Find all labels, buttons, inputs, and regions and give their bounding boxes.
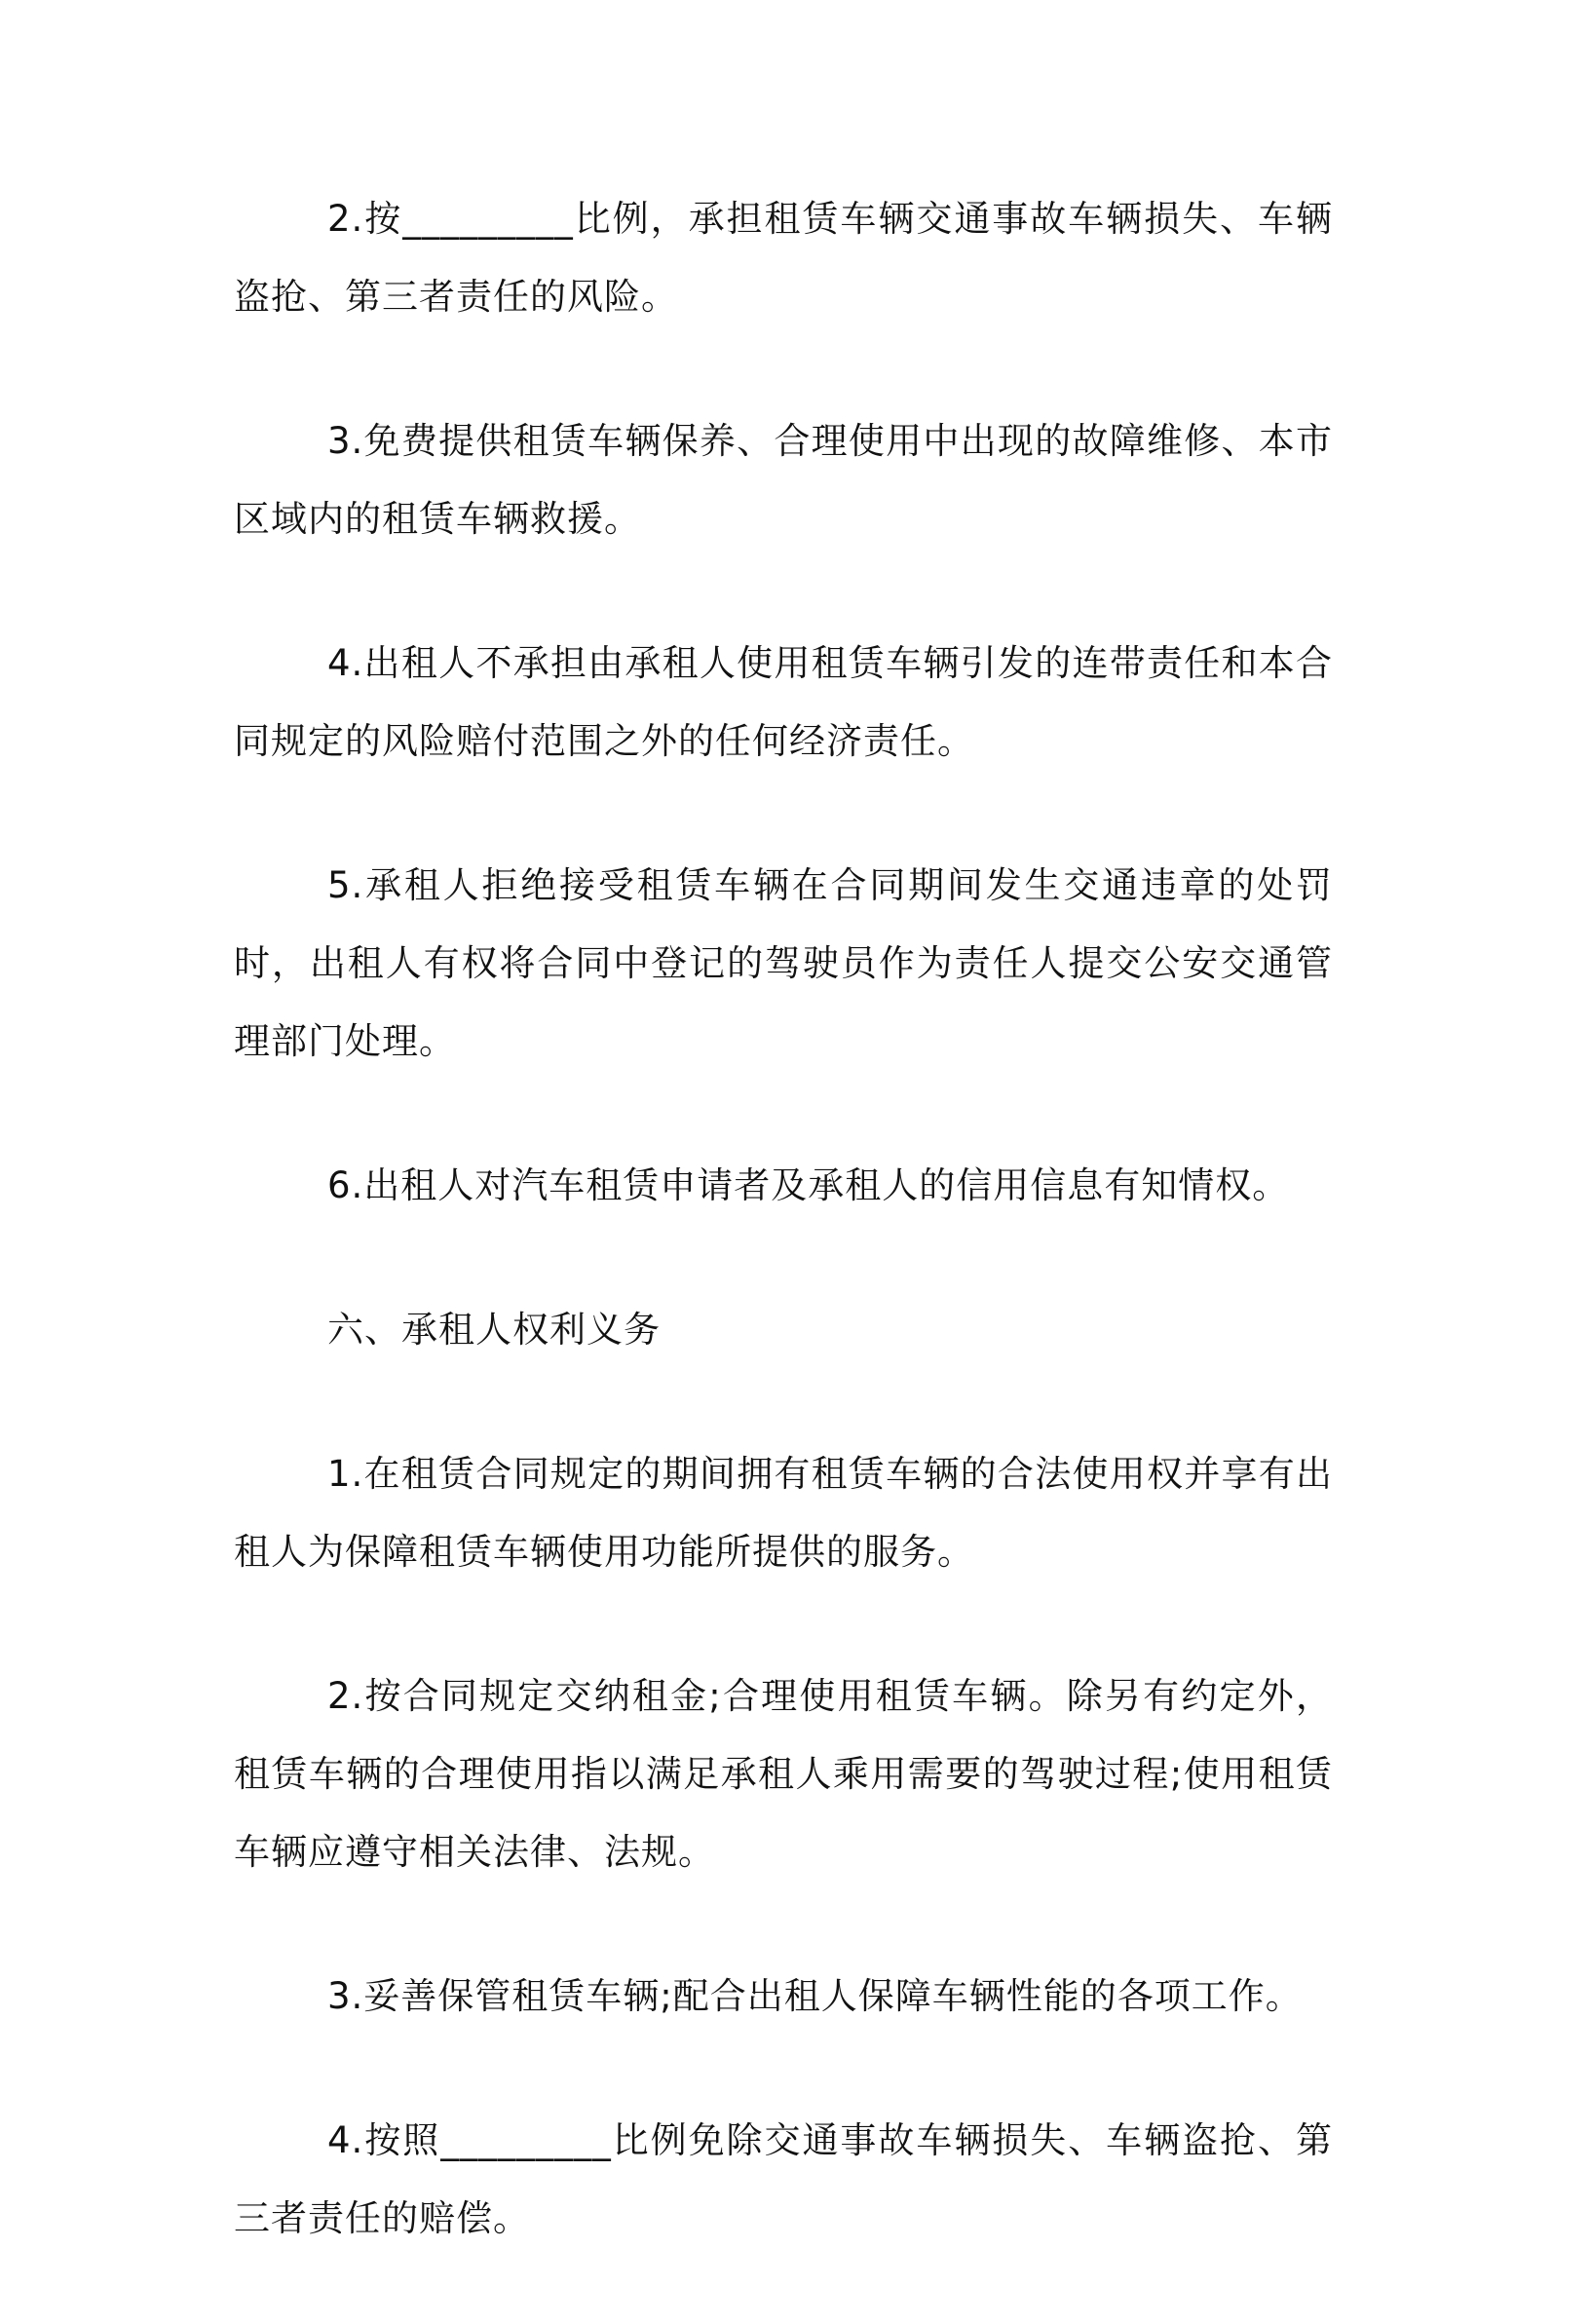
lessor-clause-6: 6.出租人对汽车租赁申请者及承租人的信用信息有知情权。 bbox=[327, 1164, 1290, 1206]
lessor-clause-4: 4.出租人不承担由承租人使用租赁车辆引发的连带责任和本合同规定的风险赔付范围之外的任何经济责任。 bbox=[234, 642, 1333, 762]
lessor-clause-3: 3.免费提供租赁车辆保养、合理使用中出现的故障维修、本市区域内的租赁车辆救援。 bbox=[234, 420, 1333, 540]
lessor-clause-2: 2.按_________比例，承担租赁车辆交通事故车辆损失、车辆盗抢、第三者责任的风险。 bbox=[234, 198, 1333, 318]
lessee-clause-2: 2.按合同规定交纳租金;合理使用租赁车辆。除另有约定外，租赁车辆的合理使用指以满足承租人乘用需要的驾驶过程;使用租赁车辆应遵守相关法律、法规。 bbox=[234, 1675, 1333, 1873]
lessor-clause-5: 5.承租人拒绝接受租赁车辆在合同期间发生交通违章的处罚时，出租人有权将合同中登记的驾驶员作为责任人提交公安交通管理部门处理。 bbox=[234, 864, 1333, 1062]
document-page bbox=[234, 180, 1333, 2324]
lessee-clause-1: 1.在租赁合同规定的期间拥有租赁车辆的合法使用权并享有出租人为保障租赁车辆使用功能所提供的服务。 bbox=[234, 1453, 1333, 1573]
lessee-clause-4: 4.按照_________比例免除交通事故车辆损失、车辆盗抢、第三者责任的赔偿。 bbox=[234, 2119, 1333, 2239]
lessee-clause-3: 3.妥善保管租赁车辆;配合出租人保障车辆性能的各项工作。 bbox=[327, 1975, 1303, 2017]
section-heading-lessee: 六、承租人权利义务 bbox=[327, 1309, 661, 1351]
